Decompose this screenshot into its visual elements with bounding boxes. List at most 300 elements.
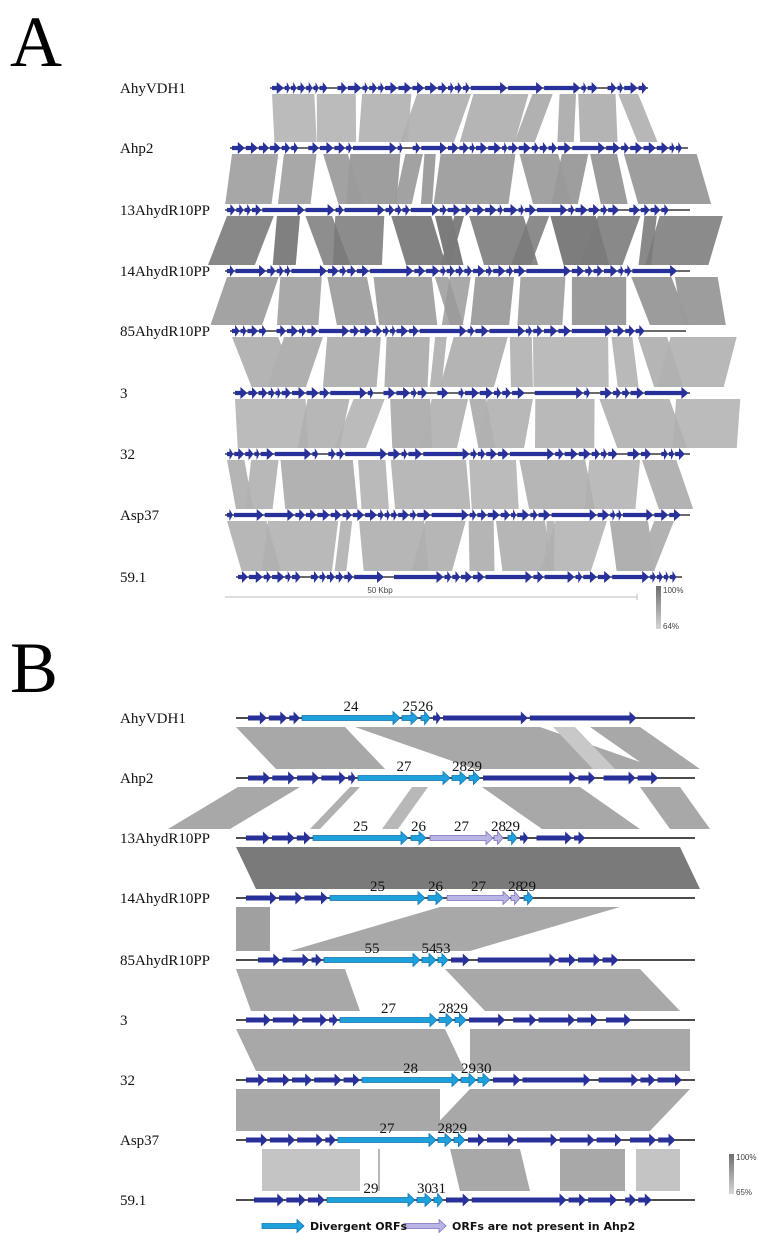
- gene-arrow: [472, 1194, 567, 1207]
- gene-arrow: [227, 265, 234, 277]
- gene-number-label: 29: [505, 819, 520, 835]
- gene-arrow: [621, 142, 629, 154]
- gene-arrow: [445, 571, 452, 583]
- gene-arrow: [291, 142, 298, 154]
- synteny-band: [327, 277, 376, 325]
- gene-arrow: [267, 265, 276, 277]
- gene-arrow: [447, 265, 455, 277]
- gene-arrow: [638, 772, 659, 785]
- gene-arrow: [644, 142, 656, 154]
- synteny-band: [317, 94, 356, 142]
- gene-arrow: [241, 325, 247, 337]
- gene-arrow: [421, 142, 447, 154]
- gene-arrow: [307, 387, 319, 399]
- synteny-band: [578, 94, 617, 142]
- gene-arrow: [227, 204, 235, 216]
- gene-arrow: [577, 1014, 598, 1027]
- gene-number-label: 28: [491, 819, 506, 835]
- gene-arrow: [533, 325, 543, 337]
- gene-arrow: [391, 509, 397, 521]
- gene-arrow: [650, 571, 656, 583]
- row-label-b: AhyVDH1: [120, 711, 186, 727]
- synteny-band: [236, 1029, 465, 1071]
- gene-arrow: [329, 1014, 338, 1027]
- synteny-band: [262, 521, 338, 571]
- gene-arrow: [558, 954, 575, 967]
- gene-arrow: [638, 1194, 652, 1207]
- gene-arrow: [470, 509, 477, 521]
- gene-number-label: 27: [454, 819, 469, 835]
- gene-arrow: [307, 325, 318, 337]
- row-label-b: 3: [120, 1013, 128, 1029]
- legend-absent-label: ORFs are not present in Ahp2: [452, 1220, 636, 1233]
- gene-number-label: 27: [379, 1121, 395, 1137]
- gene-arrow: [468, 1134, 485, 1147]
- synteny-band: [434, 154, 516, 204]
- gene-arrow: [378, 509, 384, 521]
- gene-arrow: [273, 1014, 300, 1027]
- gene-arrow: [334, 142, 345, 154]
- gene-number-label: 28: [452, 759, 467, 775]
- gene-arrow: [320, 387, 330, 399]
- gene-arrow: [540, 142, 548, 154]
- gene-arrow: [420, 325, 467, 337]
- gene-arrow: [373, 325, 382, 337]
- gene-arrow: [478, 954, 557, 967]
- gene-arrow: [395, 204, 401, 216]
- gene-arrow: [365, 509, 377, 521]
- gene-arrow: [408, 448, 422, 460]
- gene-arrow: [320, 571, 326, 583]
- gene-number-label: 30: [476, 1061, 492, 1077]
- gene-arrow: [258, 954, 280, 967]
- gene-arrow: [486, 448, 497, 460]
- gene-arrow: [397, 325, 409, 337]
- row-label-a: 85AhydR10PP: [120, 324, 211, 340]
- gene-arrow: [641, 204, 650, 216]
- gene-arrow: [327, 571, 335, 583]
- gene-arrow: [581, 82, 586, 94]
- gene-arrow: [585, 265, 592, 277]
- gene-arrow: [437, 387, 448, 399]
- synteny-band: [478, 399, 532, 448]
- legend-divergent-label: Divergent ORFs: [310, 1220, 408, 1233]
- gene-arrow: [604, 265, 617, 277]
- synteny-band: [675, 277, 726, 325]
- synteny-band: [560, 1149, 625, 1191]
- synteny-band: [572, 277, 626, 325]
- gene-arrow: [661, 448, 668, 460]
- gene-arrow: [478, 448, 485, 460]
- gene-arrow: [519, 204, 525, 216]
- synteny-band: [262, 1149, 360, 1191]
- gene-arrow: [588, 1194, 617, 1207]
- gene-arrow: [285, 571, 291, 583]
- synteny-band: [517, 277, 565, 325]
- gene-arrow: [350, 325, 359, 337]
- gene-arrow: [510, 448, 554, 460]
- gene-arrow: [418, 387, 428, 399]
- gene-arrow: [270, 142, 281, 154]
- gene-arrow: [235, 387, 247, 399]
- gene-arrow: [252, 204, 261, 216]
- gene-arrow: [348, 82, 361, 94]
- row-label-b: Ahp2: [120, 771, 154, 787]
- gene-arrow: [321, 772, 346, 785]
- gene-arrow: [297, 1134, 323, 1147]
- gene-arrow: [600, 387, 612, 399]
- gene-arrow: [576, 571, 583, 583]
- gene-arrow: [433, 712, 441, 725]
- synteny-band: [168, 787, 300, 829]
- gene-arrow: [675, 448, 685, 460]
- gene-arrow: [410, 509, 416, 521]
- gene-arrow: [511, 509, 516, 521]
- synteny-band: [290, 907, 620, 951]
- gene-arrow: [473, 204, 484, 216]
- gene-arrow: [227, 509, 233, 521]
- synteny-band: [236, 907, 270, 951]
- gene-arrow: [631, 387, 644, 399]
- gene-arrow: [279, 892, 302, 905]
- synteny-band: [210, 277, 278, 325]
- gene-arrow: [394, 571, 444, 583]
- gene-arrow: [306, 82, 312, 94]
- synteny-band: [384, 337, 429, 387]
- gene-arrow: [588, 82, 598, 94]
- gene-arrow: [572, 142, 605, 154]
- gene-arrow: [544, 82, 580, 94]
- gene-arrow: [501, 509, 510, 521]
- gene-arrow: [463, 82, 470, 94]
- gene-arrow: [390, 325, 396, 337]
- gene-number-label: 29: [363, 1181, 379, 1197]
- gene-arrow: [259, 325, 267, 337]
- gene-arrow: [236, 204, 243, 216]
- gene-arrow: [268, 387, 274, 399]
- gene-arrow: [317, 509, 329, 521]
- gene-arrow: [544, 325, 557, 337]
- gene-number-label: 27: [471, 879, 486, 895]
- gene-arrow: [292, 571, 301, 583]
- gene-arrow: [625, 265, 632, 277]
- gene-arrow: [370, 265, 413, 277]
- gene-number-label: 26: [418, 699, 433, 715]
- gene-arrow: [259, 142, 269, 154]
- gene-arrow: [272, 571, 284, 583]
- synteny-band: [430, 1089, 690, 1131]
- gene-arrow: [549, 142, 557, 154]
- gene-arrow: [409, 325, 419, 337]
- gene-number-label: 29: [461, 1061, 476, 1077]
- synteny-band: [278, 154, 317, 204]
- gene-arrow: [255, 448, 260, 460]
- gene-arrow: [608, 448, 617, 460]
- gene-arrow: [657, 571, 663, 583]
- gene-arrow: [498, 448, 509, 460]
- synteny-band: [374, 277, 438, 325]
- gene-arrow: [262, 204, 304, 216]
- gene-number-label: 30: [417, 1181, 432, 1197]
- gene-arrow: [476, 142, 487, 154]
- gene-arrow: [657, 142, 669, 154]
- gene-arrow: [398, 142, 403, 154]
- synteny-band: [585, 460, 640, 509]
- gene-arrow: [291, 82, 297, 94]
- gene-arrow: [259, 387, 268, 399]
- synteny-band: [510, 337, 533, 387]
- gene-arrow: [312, 954, 322, 967]
- gene-number-label: 28: [437, 1121, 453, 1137]
- synteny-band: [358, 460, 389, 509]
- gene-arrow: [401, 448, 407, 460]
- gene-arrow: [485, 571, 532, 583]
- gene-arrow: [245, 204, 251, 216]
- gene-arrow: [584, 387, 590, 399]
- gene-arrow: [362, 82, 368, 94]
- gene-arrow: [328, 448, 335, 460]
- gene-arrow: [227, 448, 233, 460]
- row-label-a: 32: [120, 447, 135, 463]
- gene-arrow: [493, 265, 505, 277]
- gene-arrow: [560, 1134, 595, 1147]
- gene-arrow: [608, 82, 617, 94]
- gene-arrow: [347, 265, 356, 277]
- gene-arrow: [452, 571, 460, 583]
- gene-arrow: [276, 387, 281, 399]
- gene-arrow: [522, 1074, 590, 1087]
- gene-arrow: [618, 265, 623, 277]
- gene-arrow: [275, 448, 312, 460]
- gene-arrow: [624, 82, 637, 94]
- gene-arrow: [597, 1134, 622, 1147]
- synteny-band: [346, 154, 400, 204]
- synteny-band: [450, 1149, 530, 1191]
- gene-arrow: [232, 325, 240, 337]
- gene-arrow: [608, 204, 619, 216]
- gene-arrow: [525, 204, 536, 216]
- gene-arrow: [246, 1014, 271, 1027]
- gene-arrow: [426, 265, 439, 277]
- gene-number-label: 31: [431, 1181, 446, 1197]
- gene-number-label: 26: [411, 819, 426, 835]
- gene-number-label: 28: [438, 1001, 454, 1017]
- gene-arrow: [238, 571, 248, 583]
- gene-arrow: [398, 82, 411, 94]
- gene-arrow: [272, 82, 284, 94]
- synteny-band: [645, 216, 723, 265]
- synteny-band: [235, 399, 308, 448]
- gene-arrow: [487, 1134, 515, 1147]
- gene-arrow: [475, 325, 488, 337]
- gene-arrow: [386, 204, 395, 216]
- gene-arrow: [398, 509, 409, 521]
- gene-arrow: [282, 142, 290, 154]
- gene-arrow: [669, 509, 681, 521]
- gene-arrow: [502, 387, 511, 399]
- gene-arrow: [385, 82, 397, 94]
- gene-arrow: [311, 571, 319, 583]
- gene-arrow: [589, 204, 600, 216]
- gene-arrow: [613, 325, 624, 337]
- gene-arrow: [483, 772, 576, 785]
- synteny-band: [323, 337, 381, 387]
- gene-arrow: [414, 265, 425, 277]
- gene-arrow: [669, 448, 674, 460]
- synteny-band: [280, 460, 357, 509]
- gene-arrow: [246, 832, 270, 845]
- identity-max-label-b: 100%: [736, 1153, 757, 1162]
- gene-arrow: [292, 387, 305, 399]
- gene-arrow: [526, 325, 532, 337]
- gene-arrow: [325, 1134, 336, 1147]
- gene-arrow: [264, 571, 271, 583]
- gene-number-label: 28: [403, 1061, 418, 1077]
- gene-arrow: [456, 265, 464, 277]
- gene-arrow: [630, 1134, 656, 1147]
- gene-arrow: [369, 82, 377, 94]
- gene-arrow: [232, 142, 245, 154]
- gene-number-label: 29: [467, 759, 482, 775]
- synteny-band: [519, 460, 595, 509]
- row-label-b: 85AhydR10PP: [120, 953, 211, 969]
- gene-arrow: [289, 712, 300, 725]
- gene-arrow: [304, 892, 328, 905]
- gene-arrow: [519, 142, 531, 154]
- gene-arrow: [346, 142, 352, 154]
- gene-arrow: [508, 82, 543, 94]
- gene-arrow: [617, 82, 623, 94]
- gene-arrow: [565, 448, 578, 460]
- gene-arrow: [269, 712, 287, 725]
- gene-arrow: [320, 82, 328, 94]
- gene-arrow: [539, 1014, 576, 1027]
- gene-arrow: [535, 387, 583, 399]
- gene-arrow: [337, 448, 345, 460]
- gene-arrow: [514, 265, 525, 277]
- gene-arrow: [388, 448, 400, 460]
- gene-arrow: [471, 448, 477, 460]
- gene-arrow: [606, 142, 620, 154]
- gene-arrow: [247, 325, 258, 337]
- gene-arrow: [328, 265, 339, 277]
- gene-arrow: [297, 832, 311, 845]
- gene-arrow: [545, 571, 575, 583]
- gene-arrow: [295, 509, 305, 521]
- gene-arrow: [552, 509, 597, 521]
- synteny-band: [445, 969, 680, 1011]
- gene-arrow: [368, 387, 374, 399]
- gene-arrow: [384, 387, 396, 399]
- gene-arrow: [555, 448, 563, 460]
- gene-arrow: [254, 1194, 284, 1207]
- synteny-band: [236, 1089, 440, 1131]
- gene-arrow: [612, 571, 649, 583]
- gene-arrow: [533, 571, 543, 583]
- gene-arrow: [413, 142, 421, 154]
- gene-arrow: [532, 142, 539, 154]
- gene-arrow: [641, 448, 651, 460]
- gene-arrow: [285, 82, 290, 94]
- synteny-band: [225, 154, 278, 204]
- gene-arrow: [451, 954, 470, 967]
- synteny-band: [236, 727, 385, 769]
- synteny-band: [557, 94, 576, 142]
- legend-divergent-arrow: [262, 1220, 304, 1233]
- gene-arrow: [282, 954, 309, 967]
- gene-arrow: [286, 1194, 306, 1207]
- row-label-a: 3: [120, 386, 128, 402]
- synteny-band: [533, 337, 609, 387]
- gene-arrow: [446, 1194, 470, 1207]
- gene-arrow: [537, 204, 567, 216]
- gene-arrow: [572, 325, 612, 337]
- gene-arrow: [285, 265, 291, 277]
- gene-arrow: [610, 509, 615, 521]
- gene-arrow: [513, 1014, 536, 1027]
- gene-arrow: [583, 571, 597, 583]
- identity-max-label: 100%: [663, 586, 684, 595]
- gene-arrow: [670, 571, 677, 583]
- gene-arrow: [338, 82, 347, 94]
- gene-arrow: [530, 509, 537, 521]
- identity-gradient-legend: [729, 1154, 734, 1194]
- row-label-a: 59.1: [120, 570, 147, 586]
- synteny-band: [642, 460, 693, 509]
- synteny-band: [391, 460, 471, 509]
- gene-arrow: [448, 204, 461, 216]
- gene-arrow: [512, 387, 525, 399]
- gene-number-label: 28: [508, 879, 523, 895]
- gene-arrow: [651, 204, 661, 216]
- synteny-band: [470, 1029, 690, 1071]
- gene-number-label: 29: [453, 1001, 468, 1017]
- synteny-band: [236, 969, 360, 1011]
- synteny-band: [236, 847, 700, 889]
- gene-number-label: 53: [435, 941, 451, 957]
- gene-arrow: [558, 142, 571, 154]
- gene-number-label: 24: [343, 699, 359, 715]
- gene-arrow: [267, 1074, 290, 1087]
- gene-arrow: [625, 325, 634, 337]
- gene-number-label: 26: [428, 879, 443, 895]
- gene-number-label: 27: [381, 1001, 396, 1017]
- gene-arrow: [249, 571, 263, 583]
- gene-arrow: [270, 1134, 295, 1147]
- gene-arrow: [477, 509, 486, 521]
- gene-arrow: [261, 448, 274, 460]
- gene-arrow: [498, 204, 503, 216]
- gene-arrow: [345, 448, 387, 460]
- gene-arrow: [248, 387, 257, 399]
- gene-arrow: [272, 832, 295, 845]
- gene-arrow: [357, 265, 369, 277]
- gene-arrow: [640, 1074, 655, 1087]
- synteny-band: [421, 154, 436, 204]
- synteny-band: [469, 521, 495, 571]
- gene-arrow: [234, 448, 244, 460]
- gene-arrow: [246, 142, 258, 154]
- gene-arrow: [526, 265, 570, 277]
- gene-arrow: [246, 1074, 265, 1087]
- gene-arrow: [574, 832, 585, 845]
- gene-arrow: [385, 509, 390, 521]
- synteny-band: [273, 216, 300, 265]
- gene-arrow: [486, 265, 492, 277]
- gene-arrow: [336, 204, 344, 216]
- gene-arrow: [297, 772, 319, 785]
- gene-arrow: [470, 142, 475, 154]
